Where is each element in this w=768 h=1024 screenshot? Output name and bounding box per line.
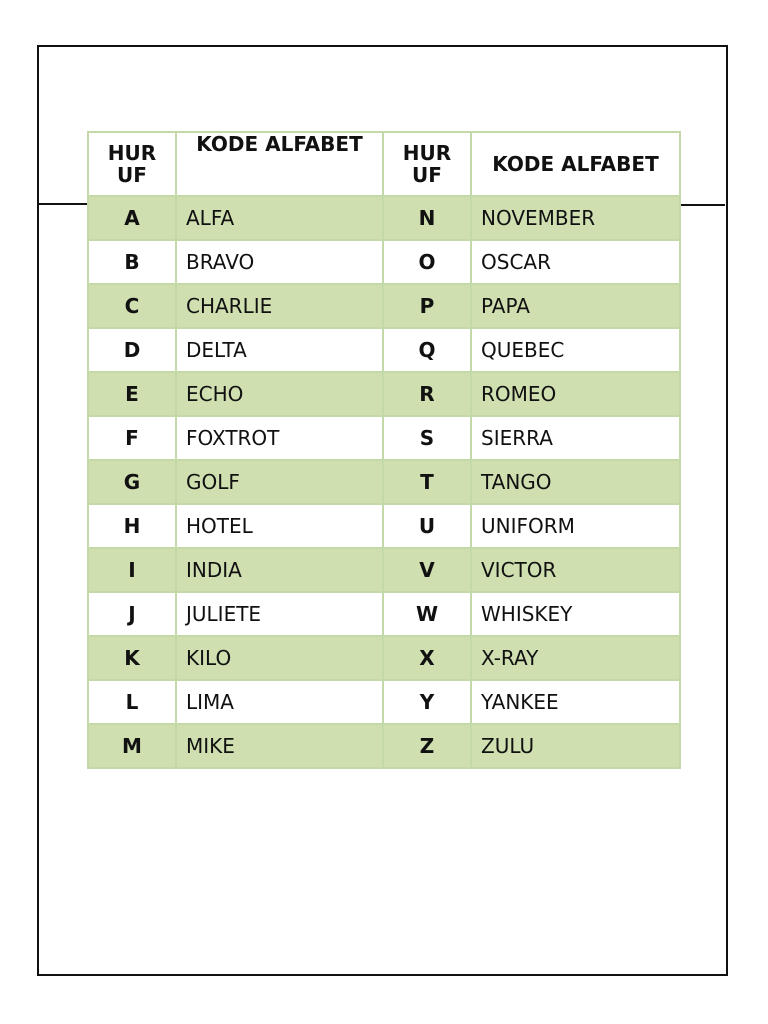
table-row bbox=[88, 416, 680, 460]
table-row bbox=[88, 724, 680, 768]
letter-cell: F bbox=[88, 416, 176, 460]
code-word-cell: CHARLIE bbox=[176, 284, 383, 328]
horizontal-rule-right bbox=[678, 204, 725, 206]
code-word-cell: GOLF bbox=[176, 460, 383, 504]
code-word-cell: HOTEL bbox=[176, 504, 383, 548]
code-word-cell: MIKE bbox=[176, 724, 383, 768]
letter-cell: E bbox=[88, 372, 176, 416]
table-row bbox=[88, 504, 680, 548]
letter-cell: V bbox=[383, 548, 471, 592]
table-row bbox=[88, 592, 680, 636]
phonetic-alphabet-table bbox=[87, 131, 681, 769]
code-word-cell: QUEBEC bbox=[471, 328, 680, 372]
letter-cell: M bbox=[88, 724, 176, 768]
code-word-cell: INDIA bbox=[176, 548, 383, 592]
code-word-cell: NOVEMBER bbox=[471, 196, 680, 240]
table-header-row bbox=[88, 132, 680, 196]
code-word-cell: JULIETE bbox=[176, 592, 383, 636]
code-word-cell: VICTOR bbox=[471, 548, 680, 592]
letter-cell: O bbox=[383, 240, 471, 284]
header-code-2: KODE ALFABET bbox=[471, 132, 680, 196]
code-word-cell: TANGO bbox=[471, 460, 680, 504]
header-letter-2: HUR UF bbox=[383, 132, 471, 196]
table-row bbox=[88, 460, 680, 504]
code-word-cell: YANKEE bbox=[471, 680, 680, 724]
letter-cell: J bbox=[88, 592, 176, 636]
letter-cell: S bbox=[383, 416, 471, 460]
letter-cell: B bbox=[88, 240, 176, 284]
code-word-cell: SIERRA bbox=[471, 416, 680, 460]
table-row bbox=[88, 680, 680, 724]
table-row bbox=[88, 372, 680, 416]
letter-cell: R bbox=[383, 372, 471, 416]
code-word-cell: UNIFORM bbox=[471, 504, 680, 548]
code-word-cell: PAPA bbox=[471, 284, 680, 328]
table-body bbox=[88, 196, 680, 768]
letter-cell: Y bbox=[383, 680, 471, 724]
letter-cell: X bbox=[383, 636, 471, 680]
letter-cell: U bbox=[383, 504, 471, 548]
code-word-cell: OSCAR bbox=[471, 240, 680, 284]
code-word-cell: KILO bbox=[176, 636, 383, 680]
code-word-cell: FOXTROT bbox=[176, 416, 383, 460]
code-word-cell: ZULU bbox=[471, 724, 680, 768]
letter-cell: L bbox=[88, 680, 176, 724]
letter-cell: I bbox=[88, 548, 176, 592]
letter-cell: T bbox=[383, 460, 471, 504]
code-word-cell: ALFA bbox=[176, 196, 383, 240]
letter-cell: Q bbox=[383, 328, 471, 372]
table-row bbox=[88, 636, 680, 680]
letter-cell: Z bbox=[383, 724, 471, 768]
table-row bbox=[88, 328, 680, 372]
table-row bbox=[88, 240, 680, 284]
letter-cell: N bbox=[383, 196, 471, 240]
code-word-cell: ROMEO bbox=[471, 372, 680, 416]
code-word-cell: DELTA bbox=[176, 328, 383, 372]
letter-cell: H bbox=[88, 504, 176, 548]
table-row bbox=[88, 196, 680, 240]
letter-cell: W bbox=[383, 592, 471, 636]
letter-cell: D bbox=[88, 328, 176, 372]
horizontal-rule-left bbox=[39, 203, 88, 205]
code-word-cell: LIMA bbox=[176, 680, 383, 724]
letter-cell: P bbox=[383, 284, 471, 328]
code-word-cell: WHISKEY bbox=[471, 592, 680, 636]
letter-cell: G bbox=[88, 460, 176, 504]
code-word-cell: BRAVO bbox=[176, 240, 383, 284]
header-letter-1: HUR UF bbox=[88, 132, 176, 196]
table-row bbox=[88, 548, 680, 592]
table-row bbox=[88, 284, 680, 328]
code-word-cell: X-RAY bbox=[471, 636, 680, 680]
letter-cell: A bbox=[88, 196, 176, 240]
letter-cell: K bbox=[88, 636, 176, 680]
letter-cell: C bbox=[88, 284, 176, 328]
code-word-cell: ECHO bbox=[176, 372, 383, 416]
header-code-1: KODE ALFABET bbox=[176, 132, 383, 196]
